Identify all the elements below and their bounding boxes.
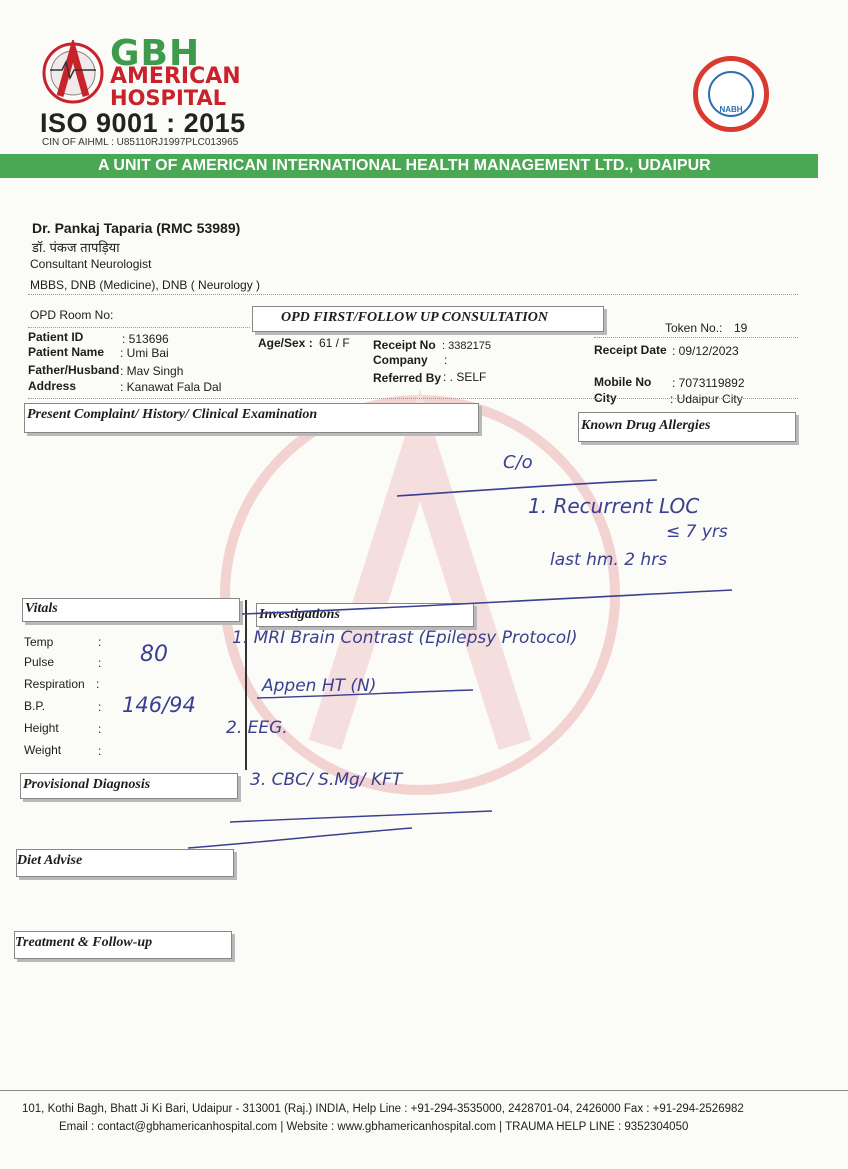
weight-label: Weight bbox=[24, 743, 62, 757]
patient-name-label: Patient Name bbox=[28, 345, 105, 359]
divider bbox=[594, 337, 798, 338]
doctor-title: Consultant Neurologist bbox=[30, 257, 152, 271]
iso-certification: ISO 9001 : 2015 bbox=[40, 108, 246, 138]
patient-id-value: : 513696 bbox=[122, 332, 169, 346]
footer-divider bbox=[0, 1090, 848, 1091]
handwritten-stroke bbox=[240, 588, 735, 618]
city-value: : Udaipur City bbox=[670, 392, 743, 406]
divider bbox=[28, 294, 798, 295]
handwritten-investigation-4: 3. CBC/ S.Mg/ KFT bbox=[250, 770, 403, 790]
complaint-title: Present Complaint/ History/ Clinical Examination bbox=[27, 407, 318, 422]
complaint-section-header bbox=[24, 403, 479, 433]
divider bbox=[28, 398, 798, 399]
logo-hospital: HOSPITAL bbox=[110, 86, 227, 110]
handwritten-complaint-1: 1. Recurrent LOC bbox=[528, 494, 700, 518]
allergies-section-header bbox=[578, 412, 796, 442]
token-label: Token No.: bbox=[665, 321, 723, 335]
agesex-value: 61 / F bbox=[319, 336, 350, 350]
banner-text: A UNIT OF AMERICAN INTERNATIONAL HEALTH MANAGEMENT LTD., UDAIPUR bbox=[98, 157, 711, 174]
handwritten-stroke bbox=[255, 686, 475, 702]
handwritten-investigation-3: 2. EEG. bbox=[226, 718, 288, 738]
mobile-label: Mobile No bbox=[594, 375, 652, 389]
company-value: : bbox=[444, 353, 448, 367]
vitals-title: Vitals bbox=[25, 601, 58, 616]
allergies-title: Known Drug Allergies bbox=[581, 418, 711, 433]
referred-value: : . SELF bbox=[443, 370, 487, 384]
bp-colon: : bbox=[98, 700, 102, 714]
diagnosis-title: Provisional Diagnosis bbox=[23, 777, 151, 792]
respiration-colon: : bbox=[96, 677, 100, 691]
pulse-colon: : bbox=[98, 656, 102, 670]
mobile-value: : 7073119892 bbox=[672, 376, 745, 390]
height-colon: : bbox=[98, 722, 102, 736]
handwritten-stroke bbox=[186, 826, 414, 852]
logo-american: AMERICAN bbox=[110, 64, 241, 89]
receipt-date-label: Receipt Date bbox=[594, 343, 667, 357]
doctor-name: Dr. Pankaj Taparia (RMC 53989) bbox=[32, 220, 241, 236]
form-title: OPD FIRST/FOLLOW UP CONSULTATION bbox=[281, 310, 548, 325]
temp-label: Temp bbox=[24, 635, 54, 649]
handwritten-investigation-2: Appen HT (N) bbox=[262, 676, 377, 696]
treatment-section-header bbox=[14, 931, 232, 959]
patient-id-label: Patient ID bbox=[28, 330, 84, 344]
receipt-date-value: : 09/12/2023 bbox=[672, 344, 739, 358]
receipt-no-value: : 3382175 bbox=[442, 340, 491, 352]
nabh-label: NABH bbox=[719, 105, 743, 114]
pulse-label: Pulse bbox=[24, 655, 55, 669]
city-label: City bbox=[594, 391, 617, 405]
handwritten-complaint-2: ≤ 7 yrs bbox=[666, 522, 728, 542]
diet-title: Diet Advise bbox=[17, 853, 83, 868]
referred-label: Referred By bbox=[373, 371, 442, 385]
cin-number: CIN OF AIHML : U85110RJ1997PLC013965 bbox=[42, 137, 239, 148]
agesex-label: Age/Sex : bbox=[258, 336, 313, 350]
opd-room-label: OPD Room No: bbox=[30, 308, 114, 322]
logo-gbh: GBH bbox=[110, 33, 201, 74]
height-label: Height bbox=[24, 721, 59, 735]
receipt-no-label: Receipt No bbox=[373, 338, 436, 352]
handwritten-co: C/o bbox=[503, 452, 533, 473]
investigations-title: Investigations bbox=[259, 607, 340, 622]
diet-section-header bbox=[16, 849, 234, 877]
vitals-divider bbox=[245, 600, 247, 770]
nabh-seal bbox=[693, 56, 769, 132]
weight-colon: : bbox=[98, 744, 102, 758]
handwritten-complaint-3: last hm. 2 hrs bbox=[550, 550, 668, 570]
divider bbox=[28, 327, 250, 328]
address-label: Address bbox=[28, 379, 77, 393]
company-label: Company bbox=[373, 353, 428, 367]
doctor-qualifications: MBBS, DNB (Medicine), DNB ( Neurology ) bbox=[30, 278, 261, 292]
hospital-logo-icon bbox=[42, 40, 104, 106]
treatment-title: Treatment & Follow-up bbox=[15, 935, 153, 950]
footer-address: 101, Kothi Bagh, Bhatt Ji Ki Bari, Udaipur - 313001 (Raj.) INDIA, Help Line : +91-294-3535000, 2428701-04, 2426000 Fax : +91-294-2526982 bbox=[22, 1103, 744, 1115]
handwritten-bp: 146/94 bbox=[122, 693, 196, 717]
handwritten-investigation-1: 1. MRI Brain Contrast (Epilepsy Protocol) bbox=[232, 628, 578, 648]
bp-label: B.P. bbox=[24, 699, 46, 713]
form-title-box bbox=[252, 306, 604, 332]
doctor-name-hindi: डॉ. पंकज तापड़िया bbox=[32, 240, 120, 255]
footer-contacts: Email : contact@gbhamericanhospital.com | Website : www.gbhamericanhospital.com | TRAUMA HELP LINE : 9352304050 bbox=[59, 1121, 689, 1133]
father-value: : Mav Singh bbox=[120, 364, 184, 378]
respiration-label: Respiration bbox=[24, 677, 85, 691]
diagnosis-section-header bbox=[20, 773, 238, 799]
patient-name-value: : Umi Bai bbox=[120, 346, 169, 360]
vitals-section-header bbox=[22, 598, 240, 622]
header-banner bbox=[0, 154, 818, 178]
father-label: Father/Husband bbox=[28, 363, 120, 377]
handwritten-pulse: 80 bbox=[140, 642, 168, 667]
token-value: 19 bbox=[734, 321, 748, 335]
temp-colon: : bbox=[98, 635, 102, 649]
handwritten-stroke bbox=[228, 808, 494, 826]
address-value: : Kanawat Fala Dal bbox=[120, 380, 222, 394]
